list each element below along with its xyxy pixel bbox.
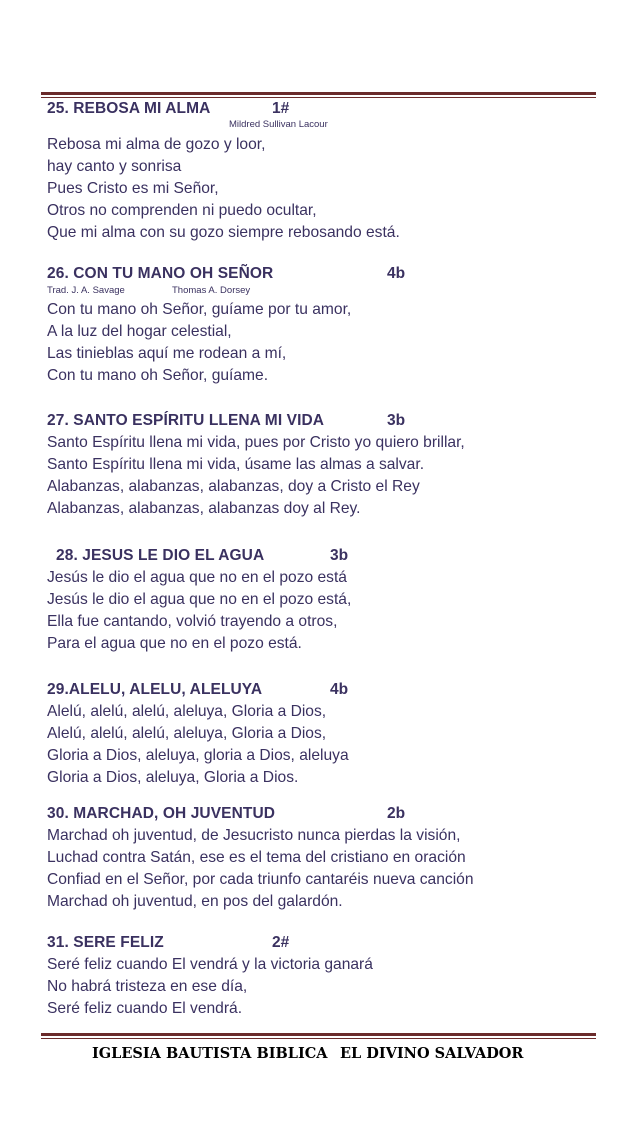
lyric-line: Seré feliz cuando El vendrá y la victoria ganará (47, 956, 373, 973)
lyric-line: Con tu mano oh Señor, guíame por tu amor, (47, 301, 352, 318)
song-27 (47, 412, 607, 520)
lyric-line: Confiad en el Señor, por cada triunfo cantaréis nueva canción (47, 871, 474, 888)
bottom-divider (41, 1033, 596, 1039)
lyric-line: Gloria a Dios, aleluya, gloria a Dios, aleluya (47, 747, 349, 764)
song-31 (47, 934, 607, 1020)
song-title: 30. MARCHAD, OH JUVENTUD (47, 805, 276, 822)
lyric-line: Con tu mano oh Señor, guíame. (47, 367, 269, 384)
song-credit: Mildred Sullivan Lacour (229, 119, 328, 130)
lyric-line: Jesús le dio el agua que no en el pozo está, (47, 591, 352, 608)
song-title: 28. JESUS LE DIO EL AGUA (56, 547, 265, 564)
song-title: 31. SERE FELIZ (47, 934, 164, 951)
song-key: 4b (387, 265, 406, 282)
song-29 (47, 681, 607, 789)
song-title: 29.ALELU, ALELU, ALELUYA (47, 681, 263, 698)
song-28 (47, 547, 607, 655)
lyric-line: Marchad oh juventud, en pos del galardón. (47, 893, 343, 910)
song-30 (47, 805, 607, 913)
lyric-line: Gloria a Dios, aleluya, Gloria a Dios. (47, 769, 299, 786)
lyric-line: Seré feliz cuando El vendrá. (47, 1000, 243, 1017)
top-divider (41, 92, 596, 98)
song-key: 1# (272, 100, 290, 117)
song-key: 2# (272, 934, 290, 951)
lyric-line: Marchad oh juventud, de Jesucristo nunca pierdas la visión, (47, 827, 461, 844)
footer-name: EL DIVINO SALVADOR (340, 1045, 524, 1062)
lyric-line: Rebosa mi alma de gozo y loor, (47, 136, 266, 153)
lyric-line: No habrá tristeza en ese día, (47, 978, 248, 995)
lyric-line: Alelú, alelú, alelú, aleluya, Gloria a Dios, (47, 703, 327, 720)
song-credit: Trad. J. A. Savage (47, 285, 125, 296)
lyric-line: Santo Espíritu llena mi vida, pues por Cristo yo quiero brillar, (47, 434, 465, 451)
song-key: 3b (387, 412, 406, 429)
song-title: 26. CON TU MANO OH SEÑOR (47, 265, 274, 282)
song-26 (47, 265, 607, 387)
footer-church: IGLESIA BAUTISTA BIBLICA (92, 1045, 328, 1062)
lyric-line: Luchad contra Satán, ese es el tema del cristiano en oración (47, 849, 466, 866)
song-key: 2b (387, 805, 406, 822)
lyric-line: Otros no comprenden ni puedo ocultar, (47, 202, 317, 219)
lyric-line: Santo Espíritu llena mi vida, úsame las almas a salvar. (47, 456, 425, 473)
song-credit: Thomas A. Dorsey (172, 285, 251, 296)
lyric-line: hay canto y sonrisa (47, 158, 182, 175)
song-title: 25. REBOSA MI ALMA (47, 100, 211, 117)
lyric-line: Alabanzas, alabanzas, alabanzas doy al Rey. (47, 500, 361, 517)
song-title: 27. SANTO ESPÍRITU LLENA MI VIDA (47, 412, 325, 429)
song-key: 3b (330, 547, 349, 564)
lyric-line: Alabanzas, alabanzas, alabanzas, doy a Cristo el Rey (47, 478, 420, 495)
lyric-line: Jesús le dio el agua que no en el pozo está (47, 569, 347, 586)
lyric-line: Para el agua que no en el pozo está. (47, 635, 302, 652)
song-25 (47, 100, 607, 244)
lyric-line: Pues Cristo es mi Señor, (47, 180, 219, 197)
lyric-line: A la luz del hogar celestial, (47, 323, 232, 340)
song-key: 4b (330, 681, 349, 698)
lyric-line: Ella fue cantando, volvió trayendo a otros, (47, 613, 338, 630)
lyric-line: Que mi alma con su gozo siempre rebosando está. (47, 224, 400, 241)
lyric-line: Alelú, alelú, alelú, aleluya, Gloria a Dios, (47, 725, 327, 742)
lyric-line: Las tinieblas aquí me rodean a mí, (47, 345, 287, 362)
